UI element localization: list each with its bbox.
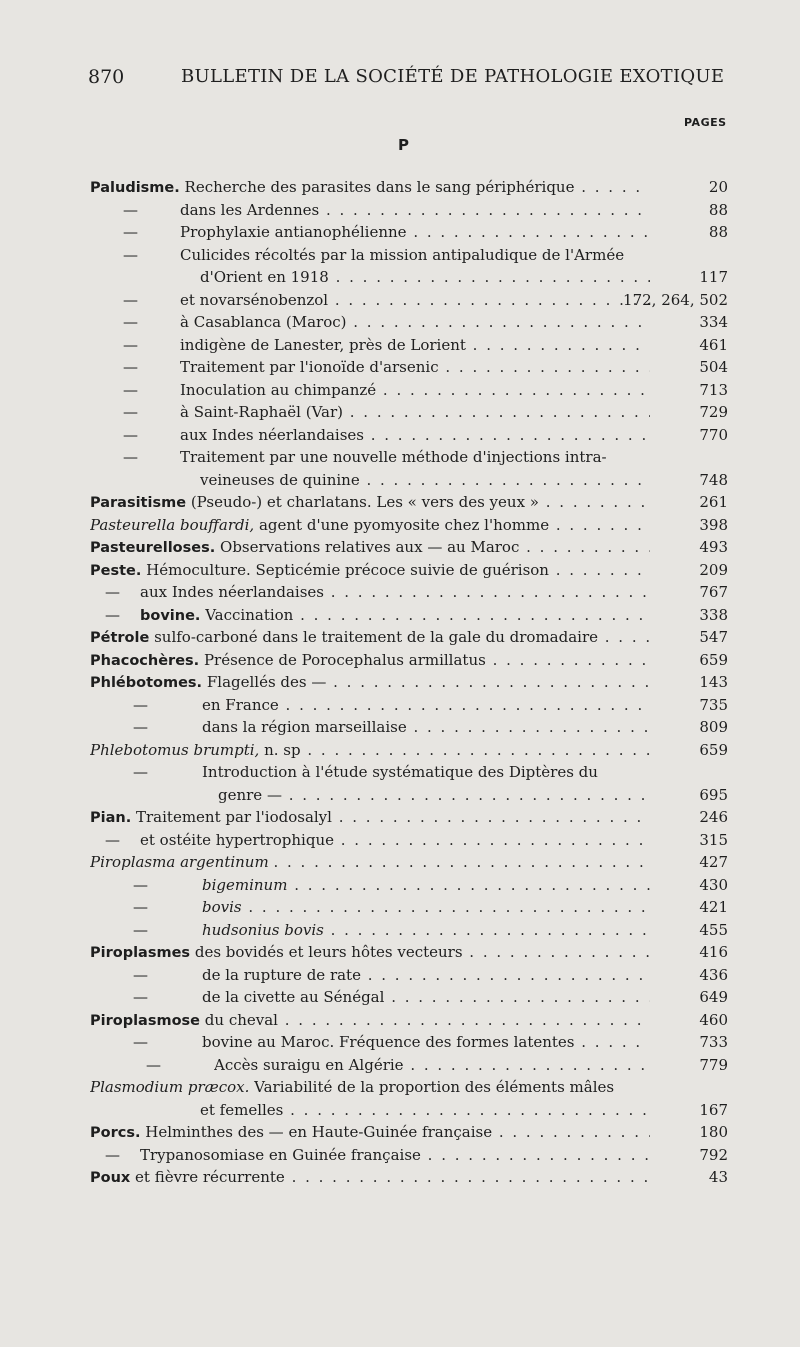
entry-description: des bovidés et leurs hôtes vecteurs — [194, 943, 463, 961]
entry-description: bovine au Maroc. Fréquence des formes latentes — [202, 1033, 575, 1051]
index-entry — [0, 356, 800, 379]
page-reference: 334 — [699, 313, 728, 331]
section-letter: P — [398, 136, 409, 154]
page-reference: 246 — [699, 808, 728, 826]
entry-text — [202, 716, 650, 739]
entry-headword: Plasmodium præcox. — [90, 1078, 250, 1096]
entry-text — [180, 356, 650, 379]
index-entry — [0, 604, 800, 627]
ditto-dash: — — [123, 425, 138, 444]
entry-text — [90, 739, 650, 762]
ditto-dash: — — [123, 358, 138, 376]
entry-text — [90, 514, 650, 537]
entry-description: hudsonius bovis — [202, 920, 324, 939]
page-reference: 143 — [699, 673, 728, 691]
page-reference: 649 — [699, 988, 728, 1006]
entry-description: aux Indes néerlandaises — [140, 583, 324, 601]
page-reference: 659 — [699, 740, 728, 759]
entry-text — [214, 1054, 650, 1077]
index-entries — [0, 176, 800, 1189]
entry-description: Culicides récoltés par la mission antipaludique de l'Armée — [180, 245, 625, 264]
ditto-dash: — — [123, 403, 138, 421]
entry-text — [180, 289, 650, 312]
page-reference: 779 — [699, 1055, 728, 1074]
ditto-dash: — — [105, 1145, 120, 1164]
index-entry — [0, 244, 800, 267]
entry-text — [90, 1121, 650, 1145]
entry-headword: Pian. — [90, 810, 132, 826]
index-entry — [0, 964, 800, 987]
index-entry — [0, 1099, 800, 1122]
entry-text — [90, 559, 650, 583]
index-entry — [0, 1076, 800, 1099]
index-entry — [0, 491, 800, 514]
entry-text — [202, 1031, 650, 1054]
entry-headword: Paludisme. — [90, 180, 180, 196]
entry-description: veineuses de quinine — [200, 470, 360, 489]
ditto-dash: — — [133, 875, 148, 894]
entry-description: bovis — [202, 898, 242, 916]
entry-text — [202, 761, 650, 784]
entry-description: Inoculation au chimpanzé — [180, 380, 377, 399]
entry-description: de la civette au Sénégal — [202, 988, 385, 1006]
entry-description: Flagellés des — — [206, 673, 327, 691]
entry-text — [180, 244, 650, 267]
page-reference: 427 — [699, 853, 728, 871]
entry-description: Introduction à l'étude systématique des Diptères du — [202, 763, 598, 781]
page-reference: 493 — [699, 538, 728, 556]
entry-text — [140, 829, 650, 852]
index-entry — [0, 671, 800, 694]
entry-headword: Phlébotomes. — [90, 675, 203, 691]
entry-headword: Piroplasmes — [90, 945, 191, 961]
entry-description: Recherche des parasites dans le sang périphérique — [184, 178, 575, 196]
index-entry — [0, 694, 800, 717]
entry-text — [202, 896, 650, 919]
index-entry — [0, 379, 800, 402]
entry-text — [90, 626, 650, 650]
page-reference: 172, 264, 502 — [623, 290, 728, 309]
ditto-dash: — — [123, 223, 138, 241]
entry-text — [180, 221, 650, 244]
entry-text — [202, 874, 650, 897]
index-entry — [0, 221, 800, 244]
index-entry — [0, 199, 800, 222]
entry-description: Présence de Porocephalus armillatus — [203, 650, 486, 669]
page-reference: 659 — [699, 650, 728, 669]
entry-description: et femelles — [200, 1100, 284, 1119]
page-reference: 88 — [708, 200, 728, 219]
entry-text — [90, 941, 650, 965]
entry-description: Traitement par l'iodosalyl — [136, 808, 332, 826]
entry-text — [202, 986, 650, 1009]
index-entry — [0, 626, 800, 649]
entry-description: genre — — [218, 785, 282, 804]
entry-text — [180, 311, 650, 334]
ditto-dash: — — [133, 988, 148, 1006]
page-reference: 421 — [699, 898, 728, 916]
page-reference: 461 — [699, 335, 728, 354]
index-entry — [0, 559, 800, 582]
index-entry — [0, 176, 800, 199]
page-reference: 729 — [699, 403, 728, 421]
ditto-dash: — — [123, 290, 138, 309]
entry-description: Prophylaxie antianophélienne — [180, 223, 407, 241]
entry-description: à Saint-Raphaël (Var) — [180, 403, 343, 421]
entry-text — [180, 424, 650, 447]
index-entry — [0, 919, 800, 942]
index-entry — [0, 1009, 800, 1032]
ditto-dash: — — [123, 380, 138, 399]
entry-text — [90, 1076, 650, 1099]
index-entry — [0, 581, 800, 604]
ditto-dash: — — [123, 335, 138, 354]
entry-headword: Pétrole — [90, 630, 150, 646]
index-entry — [0, 716, 800, 739]
page-reference: 430 — [699, 875, 728, 894]
running-title: BULLETIN DE LA SOCIÉTÉ DE PATHOLOGIE EXOTIQUE — [181, 66, 725, 87]
entry-headword: Parasitisme — [90, 495, 187, 511]
page-reference: 315 — [699, 830, 728, 849]
ditto-dash: — — [123, 313, 138, 331]
index-entry — [0, 874, 800, 897]
entry-description: bigeminum — [202, 875, 288, 894]
index-entry — [0, 266, 800, 289]
index-entry — [0, 536, 800, 559]
entry-headword: Piroplasmose — [90, 1012, 201, 1029]
index-entry — [0, 469, 800, 492]
page-reference: 547 — [699, 628, 728, 646]
entry-description: et fièvre récurrente — [135, 1168, 285, 1186]
index-entry — [0, 1031, 800, 1054]
entry-text — [180, 334, 650, 357]
page-reference: 416 — [699, 943, 728, 961]
entry-text — [90, 536, 650, 560]
page-reference: 338 — [699, 605, 728, 624]
entry-text — [140, 1144, 650, 1167]
index-entry — [0, 896, 800, 919]
index-entry — [0, 1166, 800, 1189]
entry-description: indigène de Lanester, près de Lorient — [180, 335, 466, 354]
page-reference: 436 — [699, 965, 728, 984]
ditto-dash: — — [133, 763, 148, 781]
entry-description: de la rupture de rate — [202, 965, 361, 984]
ditto-dash: — — [105, 605, 120, 624]
entry-text — [90, 649, 650, 673]
index-entry — [0, 986, 800, 1009]
index-entry — [0, 311, 800, 334]
entry-headword: Poux — [90, 1170, 131, 1186]
index-entry — [0, 851, 800, 874]
entry-text — [202, 694, 650, 717]
entry-text — [180, 379, 650, 402]
entry-description: Variabilité de la proportion des éléments mâles — [254, 1078, 615, 1096]
index-entry — [0, 289, 800, 312]
page-reference: 20 — [708, 178, 728, 196]
entry-description: et novarsénobenzol — [180, 290, 329, 309]
entry-description: Observations relatives aux — au Maroc — [220, 538, 520, 556]
entry-description: Helminthes des — en Haute-Guinée française — [145, 1123, 493, 1141]
ditto-dash: — — [123, 200, 138, 219]
entry-description: Traitement par une nouvelle méthode d'injections intra- — [180, 448, 607, 466]
entry-text — [90, 1009, 650, 1033]
ditto-dash: — — [105, 830, 120, 849]
entry-description: et ostéite hypertrophique — [140, 830, 334, 849]
entry-text — [90, 176, 650, 200]
index-entry — [0, 739, 800, 762]
ditto-dash: — — [133, 920, 148, 939]
index-entry — [0, 424, 800, 447]
entry-description: sulfo-carboné dans le traitement de la gale du dromadaire — [154, 628, 598, 646]
entry-headword: Phlebotomus brumpti, — [90, 740, 260, 759]
entry-description: Hémoculture. Septicémie précoce suivie de guérison — [146, 560, 549, 579]
entry-description: Trypanosomiase en Guinée française — [140, 1145, 421, 1164]
entry-text — [90, 851, 650, 874]
entry-description: aux Indes néerlandaises — [180, 425, 364, 444]
index-entry — [0, 784, 800, 807]
entry-headword: Peste. — [90, 562, 142, 579]
entry-description: d'Orient en 1918 — [200, 268, 329, 286]
entry-text — [90, 491, 650, 515]
pages-column-label: PAGES — [684, 116, 727, 129]
index-entry — [0, 1054, 800, 1077]
entry-text — [202, 919, 650, 942]
page-reference: 88 — [708, 223, 728, 241]
entry-text — [90, 671, 650, 695]
entry-text — [140, 604, 650, 628]
page-reference: 455 — [699, 920, 728, 939]
ditto-dash: — — [133, 1033, 148, 1051]
entry-text — [90, 1166, 650, 1190]
index-entry — [0, 806, 800, 829]
page-reference: 460 — [699, 1010, 728, 1029]
entry-description: du cheval — [204, 1010, 278, 1029]
index-entry — [0, 1121, 800, 1144]
entry-subheadword: bovine. — [140, 607, 201, 624]
page-reference: 809 — [699, 718, 728, 736]
index-entry — [0, 761, 800, 784]
page-reference: 117 — [699, 268, 728, 286]
page-reference: 713 — [699, 380, 728, 399]
ditto-dash: — — [133, 695, 148, 714]
ditto-dash: — — [123, 245, 138, 264]
entry-description: agent d'une pyomyosite chez l'homme — [258, 515, 550, 534]
entry-text — [200, 469, 650, 492]
index-entry — [0, 829, 800, 852]
index-entry — [0, 514, 800, 537]
page-reference: 733 — [699, 1033, 728, 1051]
page-reference: 261 — [699, 493, 728, 511]
page-reference: 748 — [699, 470, 728, 489]
entry-text — [140, 581, 650, 604]
page-reference: 167 — [699, 1100, 728, 1119]
entry-description: Vaccination — [205, 605, 294, 624]
entry-text — [180, 446, 650, 469]
page-reference: 767 — [699, 583, 728, 601]
page-reference: 735 — [699, 695, 728, 714]
page-reference: 398 — [699, 515, 728, 534]
index-entry — [0, 401, 800, 424]
entry-description: Accès suraigu en Algérie — [214, 1055, 404, 1074]
entry-headword: Pasteurelloses. — [90, 540, 216, 556]
page-reference: 43 — [708, 1168, 728, 1186]
entry-headword: Pasteurella bouffardi, — [90, 515, 255, 534]
index-entry — [0, 334, 800, 357]
entry-headword: Porcs. — [90, 1125, 141, 1141]
index-entry — [0, 1144, 800, 1167]
page-reference: 695 — [699, 785, 728, 804]
entry-text — [200, 266, 650, 289]
entry-description: n. sp — [264, 740, 301, 759]
entry-description: Traitement par l'ionoïde d'arsenic — [180, 358, 439, 376]
page-reference: 504 — [699, 358, 728, 376]
ditto-dash: — — [133, 965, 148, 984]
page-reference: 209 — [699, 560, 728, 579]
entry-description: à Casablanca (Maroc) — [180, 313, 347, 331]
index-entry — [0, 446, 800, 469]
entry-text — [202, 964, 650, 987]
index-entry — [0, 941, 800, 964]
ditto-dash: — — [146, 1055, 161, 1074]
ditto-dash: — — [105, 583, 120, 601]
page-reference: 792 — [699, 1145, 728, 1164]
entry-description: dans les Ardennes — [180, 200, 320, 219]
entry-headword: Phacochères. — [90, 652, 200, 669]
entry-text — [218, 784, 650, 807]
page-number: 870 — [88, 66, 125, 88]
entry-text — [180, 401, 650, 424]
ditto-dash: — — [133, 718, 148, 736]
ditto-dash: — — [123, 448, 138, 466]
entry-text — [180, 199, 650, 222]
index-entry — [0, 649, 800, 672]
page-reference: 770 — [699, 425, 728, 444]
entry-text — [90, 806, 650, 830]
ditto-dash: — — [133, 898, 148, 916]
page-reference: 180 — [699, 1123, 728, 1141]
entry-description: en France — [202, 695, 279, 714]
entry-headword: Piroplasma argentinum — [90, 853, 269, 871]
entry-text — [200, 1099, 650, 1122]
entry-description: (Pseudo-) et charlatans. Les « vers des yeux » — [190, 493, 539, 511]
entry-description: dans la région marseillaise — [202, 718, 407, 736]
